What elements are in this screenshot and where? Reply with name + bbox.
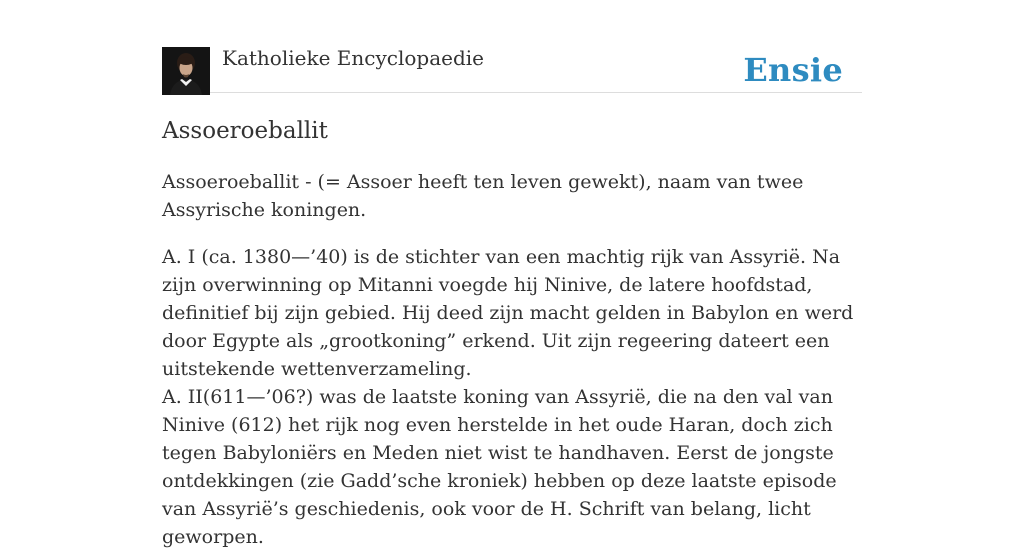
brand-logo[interactable]: Ensie: [743, 51, 843, 89]
portrait-icon[interactable]: [162, 47, 210, 95]
article-paragraph: A. II(611—’06?) was de laatste koning van Assyrië, die na den val van Ninive (612) het rijk nog even herstelde in het oude Haran, doch zich tegen Babyloniërs en Meden niet wist te handhaven. Eerst de jongste ontdekkingen (zie Gadd’sche kroniek) hebben op deze laatste episode van Assyrië’s geschiedenis, ook voor de H. Schrift van belang, licht geworpen.: [162, 386, 837, 548]
article-body: [162, 168, 862, 551]
site-header: [162, 0, 862, 93]
site-name[interactable]: Katholieke Encyclopaedie: [222, 46, 484, 70]
article-title: Assoeroeballit: [162, 118, 328, 144]
article-paragraph: Assoeroeballit - (= Assoer heeft ten leven gewekt), naam van twee Assyrische koningen.: [162, 171, 804, 221]
page-container: [162, 0, 862, 548]
article-paragraph: A. I (ca. 1380—’40) is de stichter van een machtig rijk van Assyrië. Na zijn overwinning op Mitanni voegde hij Ninive, de latere hoofdstad, definitief bij zijn gebied. Hij deed zijn macht gelden in Babylon en werd door Egypte als „grootkoning” erkend. Uit zijn regeering dateert een uitstekende wettenverzameling.: [162, 246, 854, 380]
